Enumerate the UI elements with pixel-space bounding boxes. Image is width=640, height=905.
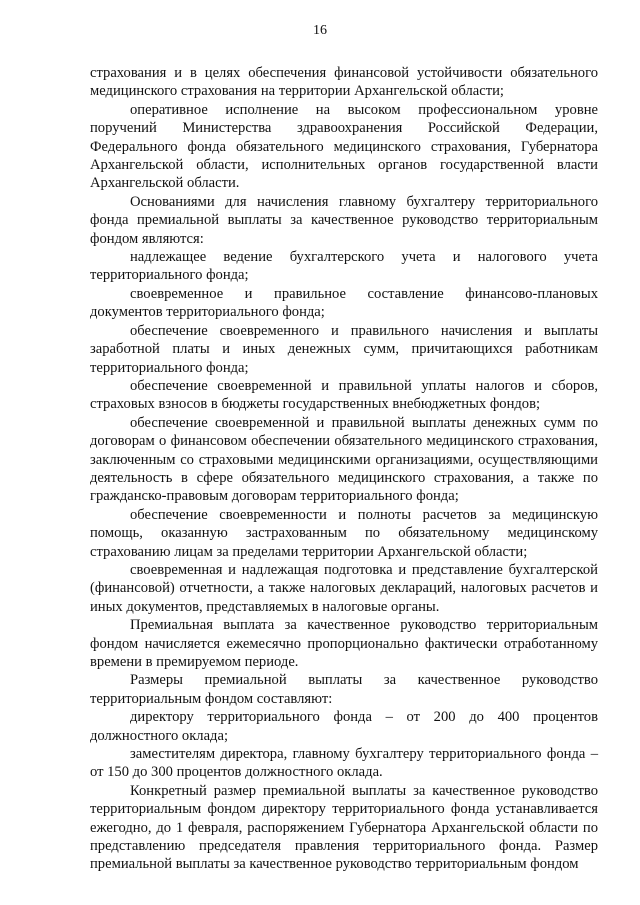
paragraph: оперативное исполнение на высоком профессиональном уровне поручений Министерства здравоохранения Российской Федерации, Федерального фонда обязательного медицинского страхования, Губернатора Архангельской области, исполнительных органов государственной власти Архангельской области. [90,101,598,192]
paragraph: Конкретный размер премиальной выплаты за качественное руководство территориальным фондом директору территориального фонда устанавливается ежегодно, до 1 февраля, распоряжением Губернатора Архангельской области по представлению председателя правления территориального фонда. Размер премиальной выплаты за качественное руководство территориальным фондом [90,782,598,873]
paragraph: Премиальная выплата за качественное руководство территориальным фондом начисляется ежемесячно пропорционально фактически отработанному времени в премируемом периоде. [90,617,598,670]
paragraph: обеспечение своевременного и правильного начисления и выплаты заработной платы и иных денежных сумм, причитающихся работникам территориального фонда; [90,322,598,376]
paragraph: своевременное и правильное составление финансово-плановых документов территориального фонда; [90,285,598,321]
paragraph: надлежащее ведение бухгалтерского учета и налогового учета территориального фонда; [90,249,598,284]
paragraph: обеспечение своевременной и правильной уплаты налогов и сборов, страховых взносов в бюджеты государственных внебюджетных фондов; [90,377,598,413]
paragraph: директору территориального фонда – от 200 до 400 процентов должностного оклада; [90,709,598,744]
paragraph: обеспечение своевременной и правильной выплаты денежных сумм по договорам о финансовом обеспечении обязательного медицинского страхования, заключенным со страховыми медицинскими организациями, осуществляющими деятельность в сфере обязательного медицинского страхования, а также по гражданско-правовым договорам территориального фонда; [90,414,598,505]
paragraph: своевременная и надлежащая подготовка и представление бухгалтерской (финансовой) отчетности, а также налоговых деклараций, налоговых расчетов и иных документов, представляемых в налоговые органы. [90,561,598,615]
paragraph: обеспечение своевременности и полноты расчетов за медицинскую помощь, оказанную застрахованным по обязательному медицинскому страхованию лицам за пределами территории Архангельской области; [90,506,598,560]
paragraph: Основаниями для начисления главному бухгалтеру территориального фонда премиальной выплаты за качественное руководство территориальным фондом являются: [90,193,598,247]
paragraph: Размеры премиальной выплаты за качественное руководство территориальным фондом составляют: [90,672,598,707]
page-number: 16 [313,23,327,38]
paragraph: заместителям директора, главному бухгалтеру территориального фонда – от 150 до 300 процентов должностного оклада. [90,746,598,781]
document-body [90,64,598,874]
paragraph: страхования и в целях обеспечения финансовой устойчивости обязательного медицинского страхования на территории Архангельской области; [90,65,598,100]
